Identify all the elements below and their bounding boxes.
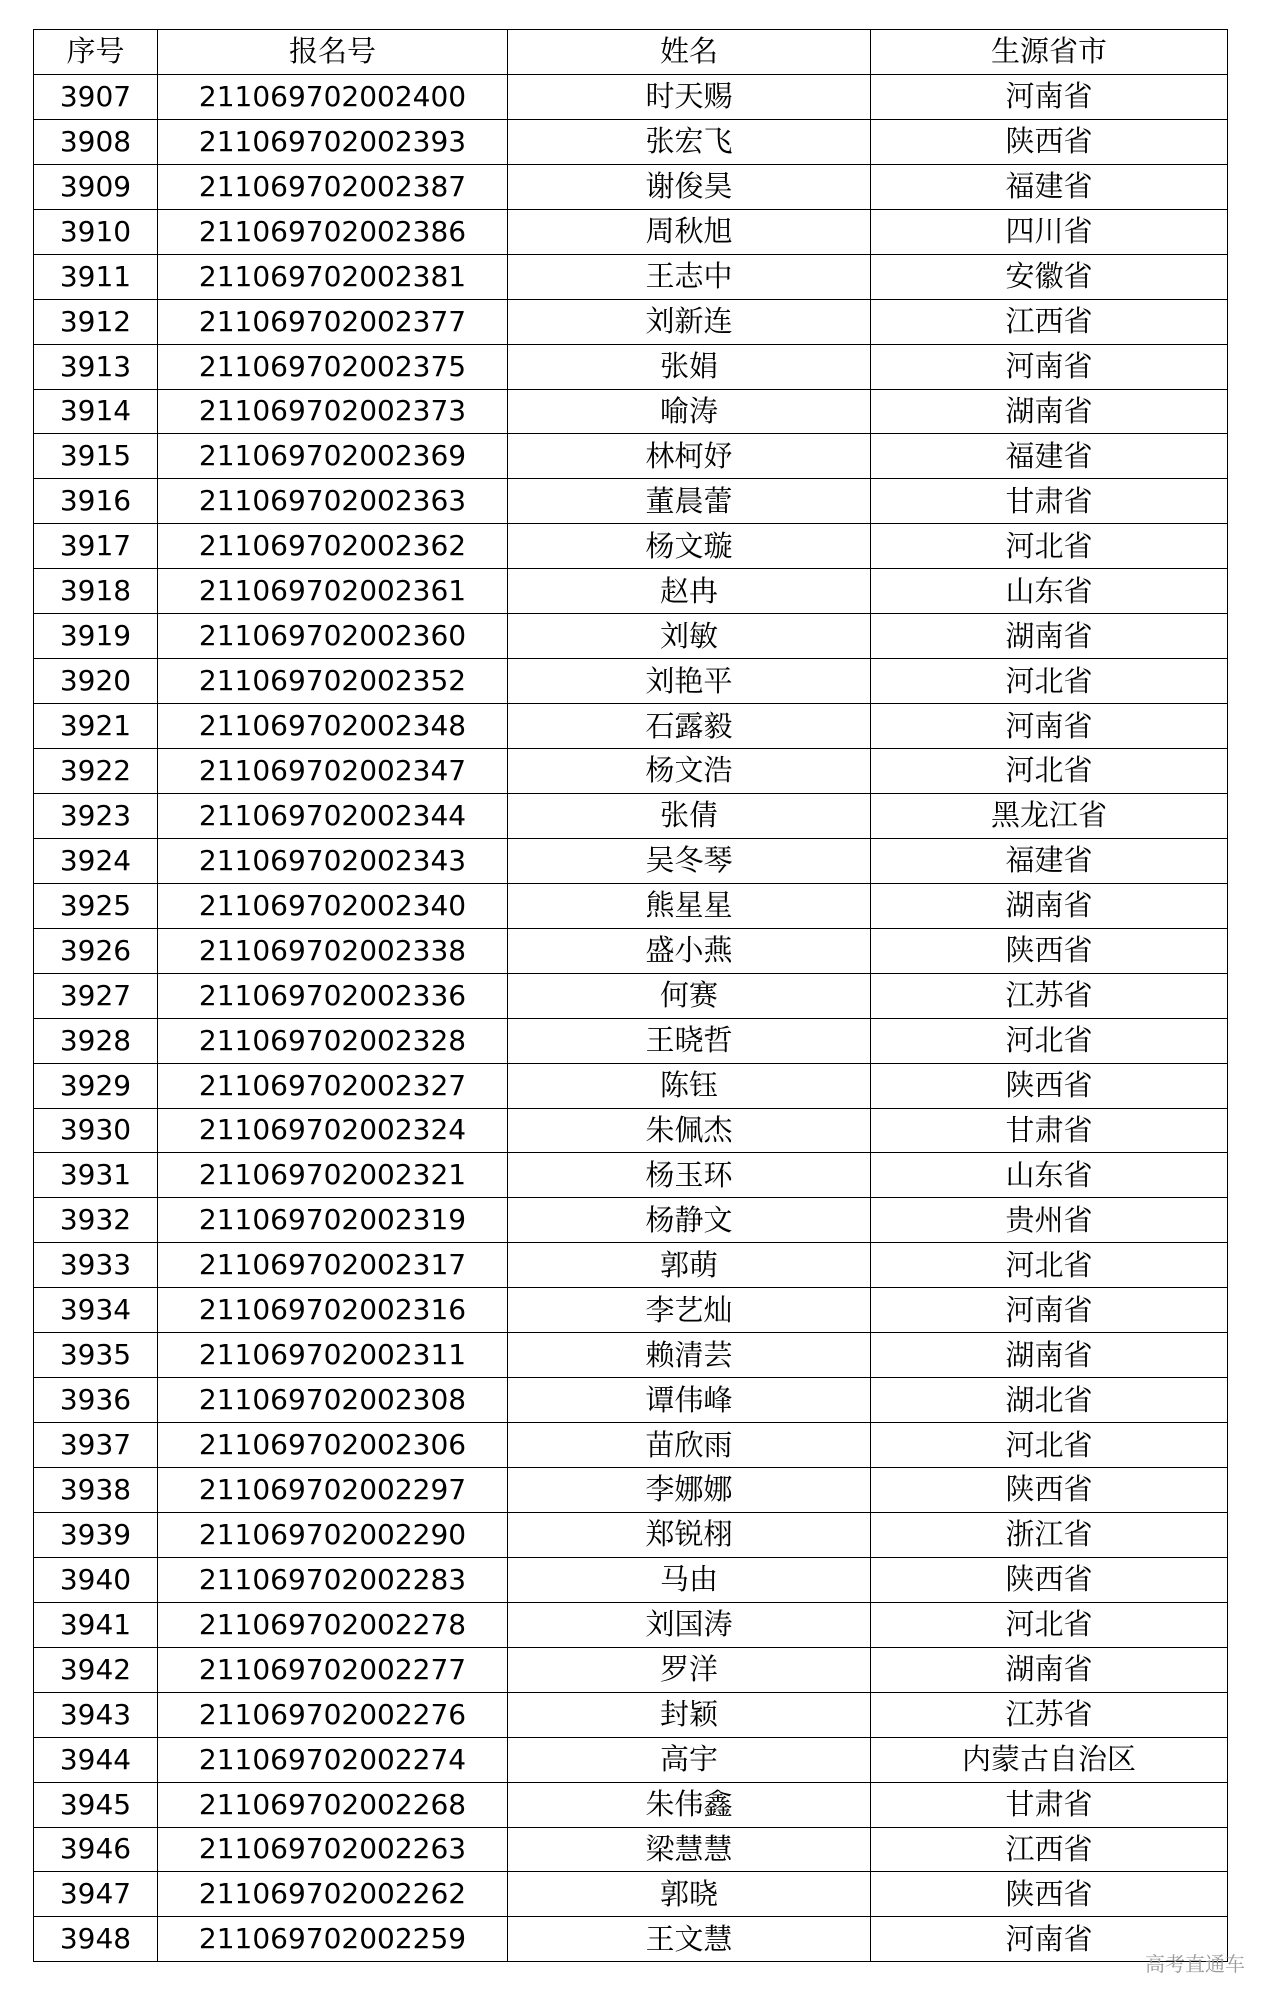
- cell-province: 河北省: [871, 524, 1228, 569]
- cell-province: 江苏省: [871, 973, 1228, 1018]
- cell-name: 喻涛: [508, 389, 871, 434]
- table-row: [34, 434, 1228, 479]
- cell-registration-no: 211069702002317: [158, 1243, 508, 1288]
- cell-serial: 3948: [34, 1917, 158, 1962]
- cell-serial: 3911: [34, 254, 158, 299]
- cell-registration-no: 211069702002277: [158, 1647, 508, 1692]
- table-row: [34, 1468, 1228, 1513]
- cell-registration-no: 211069702002306: [158, 1423, 508, 1468]
- cell-registration-no: 211069702002369: [158, 434, 508, 479]
- cell-name: 董晨蕾: [508, 479, 871, 524]
- cell-province: 福建省: [871, 838, 1228, 883]
- cell-registration-no: 211069702002336: [158, 973, 508, 1018]
- header-serial: 序号: [34, 30, 158, 75]
- cell-registration-no: 211069702002290: [158, 1512, 508, 1557]
- table-row: [34, 1737, 1228, 1782]
- cell-province: 湖南省: [871, 1333, 1228, 1378]
- table-row: [34, 883, 1228, 928]
- table-row: [34, 1423, 1228, 1468]
- cell-province: 江西省: [871, 299, 1228, 344]
- cell-serial: 3931: [34, 1153, 158, 1198]
- cell-serial: 3942: [34, 1647, 158, 1692]
- cell-serial: 3947: [34, 1872, 158, 1917]
- table-row: [34, 1288, 1228, 1333]
- cell-name: 石露毅: [508, 704, 871, 749]
- cell-registration-no: 211069702002308: [158, 1378, 508, 1423]
- cell-serial: 3907: [34, 74, 158, 119]
- table-header-row: [34, 30, 1228, 75]
- table-row: [34, 164, 1228, 209]
- table-row: [34, 1512, 1228, 1557]
- cell-province: 安徽省: [871, 254, 1228, 299]
- cell-registration-no: 211069702002344: [158, 793, 508, 838]
- cell-name: 赵冉: [508, 569, 871, 614]
- cell-serial: 3936: [34, 1378, 158, 1423]
- cell-serial: 3927: [34, 973, 158, 1018]
- cell-registration-no: 211069702002268: [158, 1782, 508, 1827]
- cell-province: 陕西省: [871, 1468, 1228, 1513]
- table-row: [34, 1872, 1228, 1917]
- cell-name: 郑锐栩: [508, 1512, 871, 1557]
- header-registration-no: 报名号: [158, 30, 508, 75]
- cell-serial: 3946: [34, 1827, 158, 1872]
- watermark: 高考直通车: [1145, 1952, 1245, 1976]
- cell-name: 封颖: [508, 1692, 871, 1737]
- cell-name: 刘敏: [508, 614, 871, 659]
- cell-name: 杨文璇: [508, 524, 871, 569]
- cell-registration-no: 211069702002278: [158, 1602, 508, 1647]
- cell-registration-no: 211069702002393: [158, 119, 508, 164]
- cell-registration-no: 211069702002400: [158, 74, 508, 119]
- cell-serial: 3919: [34, 614, 158, 659]
- table-row: [34, 1827, 1228, 1872]
- cell-registration-no: 211069702002263: [158, 1827, 508, 1872]
- cell-name: 高宇: [508, 1737, 871, 1782]
- cell-province: 甘肃省: [871, 479, 1228, 524]
- table-row: [34, 1108, 1228, 1153]
- cell-province: 湖南省: [871, 883, 1228, 928]
- table-row: [34, 389, 1228, 434]
- cell-serial: 3923: [34, 793, 158, 838]
- cell-province: 江苏省: [871, 1692, 1228, 1737]
- table-row: [34, 1198, 1228, 1243]
- cell-serial: 3924: [34, 838, 158, 883]
- cell-serial: 3929: [34, 1063, 158, 1108]
- cell-province: 贵州省: [871, 1198, 1228, 1243]
- cell-registration-no: 211069702002347: [158, 749, 508, 794]
- table-row: [34, 1557, 1228, 1602]
- cell-province: 黑龙江省: [871, 793, 1228, 838]
- cell-province: 甘肃省: [871, 1782, 1228, 1827]
- cell-registration-no: 211069702002327: [158, 1063, 508, 1108]
- cell-registration-no: 211069702002328: [158, 1018, 508, 1063]
- cell-province: 河南省: [871, 344, 1228, 389]
- cell-serial: 3932: [34, 1198, 158, 1243]
- cell-name: 梁慧慧: [508, 1827, 871, 1872]
- cell-name: 郭萌: [508, 1243, 871, 1288]
- cell-serial: 3910: [34, 209, 158, 254]
- cell-province: 福建省: [871, 434, 1228, 479]
- cell-name: 谭伟峰: [508, 1378, 871, 1423]
- cell-province: 河北省: [871, 749, 1228, 794]
- table-row: [34, 659, 1228, 704]
- cell-serial: 3917: [34, 524, 158, 569]
- table-row: [34, 1018, 1228, 1063]
- cell-province: 四川省: [871, 209, 1228, 254]
- cell-province: 河北省: [871, 1602, 1228, 1647]
- cell-province: 河北省: [871, 1243, 1228, 1288]
- cell-registration-no: 211069702002321: [158, 1153, 508, 1198]
- table-row: [34, 299, 1228, 344]
- cell-serial: 3940: [34, 1557, 158, 1602]
- cell-registration-no: 211069702002324: [158, 1108, 508, 1153]
- cell-serial: 3939: [34, 1512, 158, 1557]
- cell-name: 李娜娜: [508, 1468, 871, 1513]
- cell-serial: 3914: [34, 389, 158, 434]
- cell-name: 谢俊昊: [508, 164, 871, 209]
- table-row: [34, 569, 1228, 614]
- cell-province: 甘肃省: [871, 1108, 1228, 1153]
- cell-registration-no: 211069702002259: [158, 1917, 508, 1962]
- cell-serial: 3933: [34, 1243, 158, 1288]
- cell-registration-no: 211069702002348: [158, 704, 508, 749]
- table-row: [34, 119, 1228, 164]
- cell-serial: 3928: [34, 1018, 158, 1063]
- cell-name: 刘艳平: [508, 659, 871, 704]
- cell-name: 朱伟鑫: [508, 1782, 871, 1827]
- cell-serial: 3944: [34, 1737, 158, 1782]
- cell-registration-no: 211069702002352: [158, 659, 508, 704]
- cell-province: 河南省: [871, 704, 1228, 749]
- cell-registration-no: 211069702002319: [158, 1198, 508, 1243]
- cell-province: 河南省: [871, 1917, 1228, 1962]
- cell-province: 湖南省: [871, 389, 1228, 434]
- cell-name: 杨玉环: [508, 1153, 871, 1198]
- table-body: [34, 74, 1228, 1961]
- cell-registration-no: 211069702002274: [158, 1737, 508, 1782]
- cell-registration-no: 211069702002377: [158, 299, 508, 344]
- table-row: [34, 1602, 1228, 1647]
- cell-name: 马由: [508, 1557, 871, 1602]
- cell-registration-no: 211069702002343: [158, 838, 508, 883]
- cell-name: 郭晓: [508, 1872, 871, 1917]
- cell-province: 山东省: [871, 569, 1228, 614]
- cell-serial: 3913: [34, 344, 158, 389]
- cell-serial: 3908: [34, 119, 158, 164]
- table-row: [34, 209, 1228, 254]
- cell-name: 苗欣雨: [508, 1423, 871, 1468]
- cell-name: 周秋旭: [508, 209, 871, 254]
- cell-registration-no: 211069702002340: [158, 883, 508, 928]
- cell-province: 河北省: [871, 659, 1228, 704]
- table-row: [34, 1063, 1228, 1108]
- cell-province: 河南省: [871, 74, 1228, 119]
- cell-name: 王文慧: [508, 1917, 871, 1962]
- table-row: [34, 1153, 1228, 1198]
- cell-registration-no: 211069702002363: [158, 479, 508, 524]
- cell-name: 杨文浩: [508, 749, 871, 794]
- cell-name: 张娟: [508, 344, 871, 389]
- cell-registration-no: 211069702002283: [158, 1557, 508, 1602]
- cell-name: 王志中: [508, 254, 871, 299]
- cell-registration-no: 211069702002276: [158, 1692, 508, 1737]
- cell-name: 朱佩杰: [508, 1108, 871, 1153]
- cell-serial: 3930: [34, 1108, 158, 1153]
- cell-name: 时天赐: [508, 74, 871, 119]
- cell-registration-no: 211069702002381: [158, 254, 508, 299]
- cell-serial: 3934: [34, 1288, 158, 1333]
- cell-serial: 3921: [34, 704, 158, 749]
- table-row: [34, 344, 1228, 389]
- table-row: [34, 1692, 1228, 1737]
- cell-name: 刘国涛: [508, 1602, 871, 1647]
- cell-name: 罗洋: [508, 1647, 871, 1692]
- header-name: 姓名: [508, 30, 871, 75]
- table-row: [34, 928, 1228, 973]
- cell-serial: 3909: [34, 164, 158, 209]
- table-row: [34, 704, 1228, 749]
- cell-registration-no: 211069702002311: [158, 1333, 508, 1378]
- table-row: [34, 1333, 1228, 1378]
- table-row: [34, 1647, 1228, 1692]
- cell-province: 湖南省: [871, 614, 1228, 659]
- table-row: [34, 749, 1228, 794]
- table-row: [34, 1782, 1228, 1827]
- cell-province: 陕西省: [871, 928, 1228, 973]
- cell-registration-no: 211069702002316: [158, 1288, 508, 1333]
- cell-name: 王晓哲: [508, 1018, 871, 1063]
- cell-registration-no: 211069702002386: [158, 209, 508, 254]
- table-row: [34, 1917, 1228, 1962]
- cell-name: 张倩: [508, 793, 871, 838]
- cell-province: 陕西省: [871, 119, 1228, 164]
- cell-serial: 3916: [34, 479, 158, 524]
- cell-serial: 3926: [34, 928, 158, 973]
- cell-province: 陕西省: [871, 1063, 1228, 1108]
- cell-name: 陈钰: [508, 1063, 871, 1108]
- cell-serial: 3938: [34, 1468, 158, 1513]
- table-row: [34, 524, 1228, 569]
- cell-registration-no: 211069702002387: [158, 164, 508, 209]
- cell-province: 湖南省: [871, 1647, 1228, 1692]
- cell-name: 杨静文: [508, 1198, 871, 1243]
- cell-registration-no: 211069702002297: [158, 1468, 508, 1513]
- cell-province: 山东省: [871, 1153, 1228, 1198]
- cell-serial: 3937: [34, 1423, 158, 1468]
- cell-name: 张宏飞: [508, 119, 871, 164]
- cell-registration-no: 211069702002262: [158, 1872, 508, 1917]
- cell-province: 陕西省: [871, 1557, 1228, 1602]
- cell-serial: 3945: [34, 1782, 158, 1827]
- table-row: [34, 1378, 1228, 1423]
- table-row: [34, 254, 1228, 299]
- cell-serial: 3935: [34, 1333, 158, 1378]
- cell-name: 何赛: [508, 973, 871, 1018]
- cell-registration-no: 211069702002360: [158, 614, 508, 659]
- cell-province: 浙江省: [871, 1512, 1228, 1557]
- cell-serial: 3943: [34, 1692, 158, 1737]
- cell-name: 李艺灿: [508, 1288, 871, 1333]
- cell-registration-no: 211069702002375: [158, 344, 508, 389]
- cell-province: 河北省: [871, 1423, 1228, 1468]
- cell-serial: 3922: [34, 749, 158, 794]
- cell-registration-no: 211069702002373: [158, 389, 508, 434]
- admission-table: [33, 29, 1228, 1962]
- cell-registration-no: 211069702002338: [158, 928, 508, 973]
- table-row: [34, 74, 1228, 119]
- cell-province: 陕西省: [871, 1872, 1228, 1917]
- cell-name: 林柯妤: [508, 434, 871, 479]
- cell-province: 福建省: [871, 164, 1228, 209]
- cell-serial: 3915: [34, 434, 158, 479]
- table-row: [34, 838, 1228, 883]
- table-row: [34, 479, 1228, 524]
- cell-name: 刘新连: [508, 299, 871, 344]
- cell-serial: 3925: [34, 883, 158, 928]
- cell-name: 赖清芸: [508, 1333, 871, 1378]
- header-province: 生源省市: [871, 30, 1228, 75]
- table-row: [34, 1243, 1228, 1288]
- table-row: [34, 614, 1228, 659]
- cell-serial: 3918: [34, 569, 158, 614]
- cell-registration-no: 211069702002362: [158, 524, 508, 569]
- cell-serial: 3912: [34, 299, 158, 344]
- cell-province: 江西省: [871, 1827, 1228, 1872]
- table-row: [34, 793, 1228, 838]
- cell-name: 吴冬琴: [508, 838, 871, 883]
- cell-province: 河北省: [871, 1018, 1228, 1063]
- cell-serial: 3920: [34, 659, 158, 704]
- cell-province: 内蒙古自治区: [871, 1737, 1228, 1782]
- cell-name: 熊星星: [508, 883, 871, 928]
- cell-registration-no: 211069702002361: [158, 569, 508, 614]
- cell-province: 河南省: [871, 1288, 1228, 1333]
- cell-serial: 3941: [34, 1602, 158, 1647]
- cell-province: 湖北省: [871, 1378, 1228, 1423]
- admission-list: [33, 29, 1227, 1962]
- table-row: [34, 973, 1228, 1018]
- cell-name: 盛小燕: [508, 928, 871, 973]
